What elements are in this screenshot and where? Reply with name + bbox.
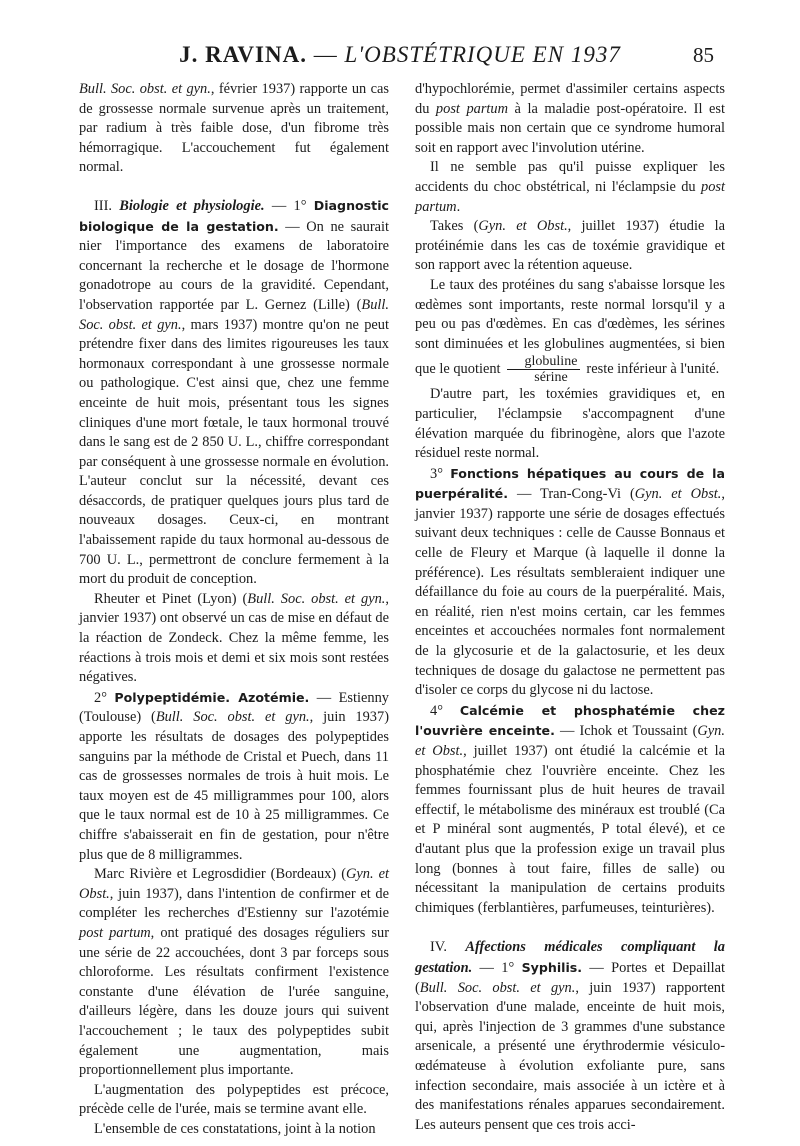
right-paragraph-6 xyxy=(415,701,725,919)
fraction-denominator: sérine xyxy=(534,370,568,386)
subsection-heading: Syphilis. xyxy=(521,959,583,975)
text-span: Il ne semble pas qu'il puisse expliquer les accidents du choc obstétrical, ni l'éclampsie du xyxy=(415,159,725,195)
subsection-heading: Calcémie et phosphatémie chez l'ouvrière enceinte. xyxy=(415,702,725,739)
citation: Bull. Soc. obst. et gyn. xyxy=(79,296,389,333)
section-heading: Biologie et physiologie. xyxy=(119,197,265,214)
subsection-number: 2° xyxy=(94,689,107,706)
italic-term: post partum xyxy=(435,100,509,117)
text-span: — Estienny (Toulouse) ( xyxy=(79,689,389,726)
header-author: J. RAVINA. xyxy=(179,42,307,67)
text-span: , juin 1937) apporte les résultats de dosages des polypeptides sanguins par la méthode de Cristal et Puech, dans 11 cas de grossesses normales de trois à huit mois. Le taux moyen est de 45 milligrammes pour 100, alors que le taux normal est de 10 à 25 milligrammes. Ce chiffre s'abaisserait en fin de gestation, pour n'être plus que de 8 milligrammes. xyxy=(79,709,389,863)
text-span: , juillet 1937) étudie la protéinémie dans les cas de toxémie gravidique et son rapport avec la rétention aqueuse. xyxy=(415,218,725,274)
subsection-heading: Diagnostic biologique de la gestation. xyxy=(79,197,389,234)
left-paragraph-5: L'augmentation des polypeptides est précoce, précède celle de l'urée, mais se termine avant elle. xyxy=(79,1081,389,1118)
right-paragraph-5 xyxy=(415,464,725,701)
fraction xyxy=(507,354,581,385)
running-title xyxy=(0,40,800,70)
text-span: Marc Rivière et Legrosdidier (Bordeaux) ( xyxy=(94,866,347,883)
text-span: Le taux des protéines du sang s'abaisse lorsque les œdèmes sont importants, reste normal lorsqu'il y a peu ou pas d'œdèmes. En cas d'œdèmes, les sérines sont diminuées et les globulines augmentées, si bien que le quotient xyxy=(415,276,725,378)
section-number: III. xyxy=(94,197,112,214)
text-span: , mars 1937) montre qu'on ne peut prétendre fixer dans des limites rigoureuses les taux hormonaux correspondant à une grossesse normale ou pathologique. C'est ainsi que, chez une femme enceinte de huit mois, présentant tous les signes cliniques d'une mort fœtale, le taux hormonal trouvé dans le sang est de 2 850 U. L., chiffre correspondant par conséquent à une grossesse normale en évolution. L'auteur conclut sur la nécessité, devant ces désaccords, de pratiquer quelques jours plus tard de nouveaux dosages. Ceux-ci, en montrant l'abaissement rapide du taux hormonal au-dessous de 700 U. L., permettront de conclure fermement à la mort du produit de conception. xyxy=(79,316,389,588)
text-span: Rheuter et Pinet (Lyon) ( xyxy=(94,590,248,607)
text-span: , janvier 1937) ont observé un cas de mise en défaut de la réaction de Zondeck. Chez la même femme, les réactions à trois mois et demi et six mois sont restées négatives. xyxy=(79,590,389,686)
text-span: , juin 1937) rapportent l'observation d'une malade, enceinte de huit mois, qui, après l'injection de 3 grammes d'une substance arsenicale, a présenté une érythrodermie vésiculo-œdémateuse à évolution exfoliante pure, sans infection secondaire, mais associée à un ictère et à des manifestations rénales apparues secondairement. Les auteurs pensent que ces trois acci- xyxy=(415,979,725,1133)
left-paragraph-3 xyxy=(79,688,389,865)
subsection-heading: Polypeptidémie. Azotémie. xyxy=(114,689,310,705)
text-span: — Portes et Depaillat ( xyxy=(415,959,725,996)
running-header xyxy=(0,40,800,72)
text-span: . xyxy=(456,198,461,215)
italic-term: post partum xyxy=(415,178,725,215)
right-paragraph-3 xyxy=(415,276,725,385)
left-paragraph-6: L'ensemble de ces constatations, joint à la notion xyxy=(94,1120,376,1137)
citation: Bull. Soc. obst. et gyn. xyxy=(79,81,211,97)
text-span: reste inférieur à l'unité. xyxy=(586,361,720,378)
section-iii-paragraph xyxy=(79,196,389,590)
text-span: — Ichok et Toussaint ( xyxy=(554,723,698,740)
page-number: 85 xyxy=(693,43,714,67)
header-title: L'OBSTÉTRIQUE EN 1937 xyxy=(344,42,621,67)
citation: Gyn. et Obst. xyxy=(478,218,568,235)
text-span: , janvier 1937) rapporte une série de dosages effectués suivant deux techniques : celle de Causse Bonnaus et celle de Fleury et Marque (à laquelle il donne la préférence). Les résultats sembleraient indiquer une défaillance du foie au cours de la puerpéralité. Mais, en réalité, rien n'est moins certain, car les femmes enceintes et accouchées normales font normalement de la glycosurie et de la galactosurie, et les deux techniques de dosage du galactose ne permettent pas d'isoler ce corps du glycose ni du lactose. xyxy=(415,486,725,699)
citation: Bull. Soc. obst. et gyn. xyxy=(247,590,386,607)
citation: Gyn. et Obst. xyxy=(79,866,389,902)
left-paragraph-2 xyxy=(79,590,389,688)
citation: Bull. Soc. obst. et gyn. xyxy=(419,979,576,996)
left-column xyxy=(79,80,389,1139)
subsection-number: 4° xyxy=(430,702,443,719)
text-span: , ont pratiqué des dosages réguliers sur une série de 22 accouchées, dont 3 par forceps sous chloroforme. Les résultats confirment l'existence constante d'une élévation de l'urée sanguine, d'ailleurs légère, dans les douze jours qui suivent l'accouchement ; le taux des polypeptides subit également une augmentation, mais proportionnellement plus importante. xyxy=(79,924,389,1079)
text-span: Takes ( xyxy=(430,218,479,235)
heading-separator: — 1° xyxy=(472,959,515,976)
subsection-number: 3° xyxy=(430,465,443,482)
right-paragraph-1 xyxy=(415,158,725,217)
italic-term: post partum xyxy=(79,924,151,941)
text-span: — On ne saurait nier l'importance des examens de laboratoire concernant la recherche et le dosage de l'hormone gonadotrope au cours de la gravidité. Cependant, l'observation rapportée par L. Gernez (Lille) ( xyxy=(79,218,390,313)
left-paragraph-4 xyxy=(79,865,389,1081)
text-span: , juin 1937), dans l'intention de confirmer et de compléter les recherches d'Estienny sur l'azotémie xyxy=(79,885,389,922)
right-paragraph-4: D'autre part, les toxémies gravidiques et, en particulier, l'éclampsie s'accompagnent d'une élévation marquée du fibrinogène, alors que l'azote résiduel reste normal. xyxy=(415,386,725,462)
section-number: IV. xyxy=(430,939,447,956)
header-dash: — xyxy=(313,42,338,67)
subsection-heading: Fonctions hépatiques au cours de la puerpéralité. xyxy=(415,465,725,502)
heading-separator: — 1° xyxy=(264,197,307,214)
section-heading: Affections médicales compliquant la gestation. xyxy=(415,939,725,976)
citation: Bull. Soc. obst. et gyn. xyxy=(155,709,310,726)
fraction-numerator: globuline xyxy=(507,354,581,370)
section-iv-paragraph xyxy=(415,938,725,1135)
right-column xyxy=(415,80,725,1135)
citation: Gyn. et Obst. xyxy=(415,723,725,759)
text-span: — Tran-Cong-Vi ( xyxy=(507,486,635,503)
text-span: , juillet 1937) ont étudié la calcémie et la phosphatémie chez l'ouvrière enceinte. Chez les femmes fournissant plus de huit heures de travail effectif, le métabolisme des minéraux est troublé (Ca et P minéral sont augmentés, P total élevé), et ce d'autant plus que la profession exige un travail plus long (bonnes à tout faire, filles de salle) ou nécessitant la manipulation de certains produits chimiques (ferblantières, parfumeuses, teinturières). xyxy=(415,743,725,916)
right-paragraph-2 xyxy=(415,217,725,276)
left-paragraph-0 xyxy=(79,80,389,178)
right-paragraph-0 xyxy=(415,80,725,158)
text-span: à la maladie post-opératoire. Il est possible mais non certain que ce syndrome humoral soit en rapport avec l'involution utérine. xyxy=(415,100,725,156)
text-span: , février 1937) rapporte un cas de grossesse normale survenue après un traitement, par radium à très faible dose, d'un fibrome très hémorragique. L'accouchement fut également normal. xyxy=(79,81,389,176)
text-span: d'hypochlorémie, permet d'assimiler certains aspects du xyxy=(415,81,725,117)
citation: Gyn. et Obst. xyxy=(634,486,722,503)
